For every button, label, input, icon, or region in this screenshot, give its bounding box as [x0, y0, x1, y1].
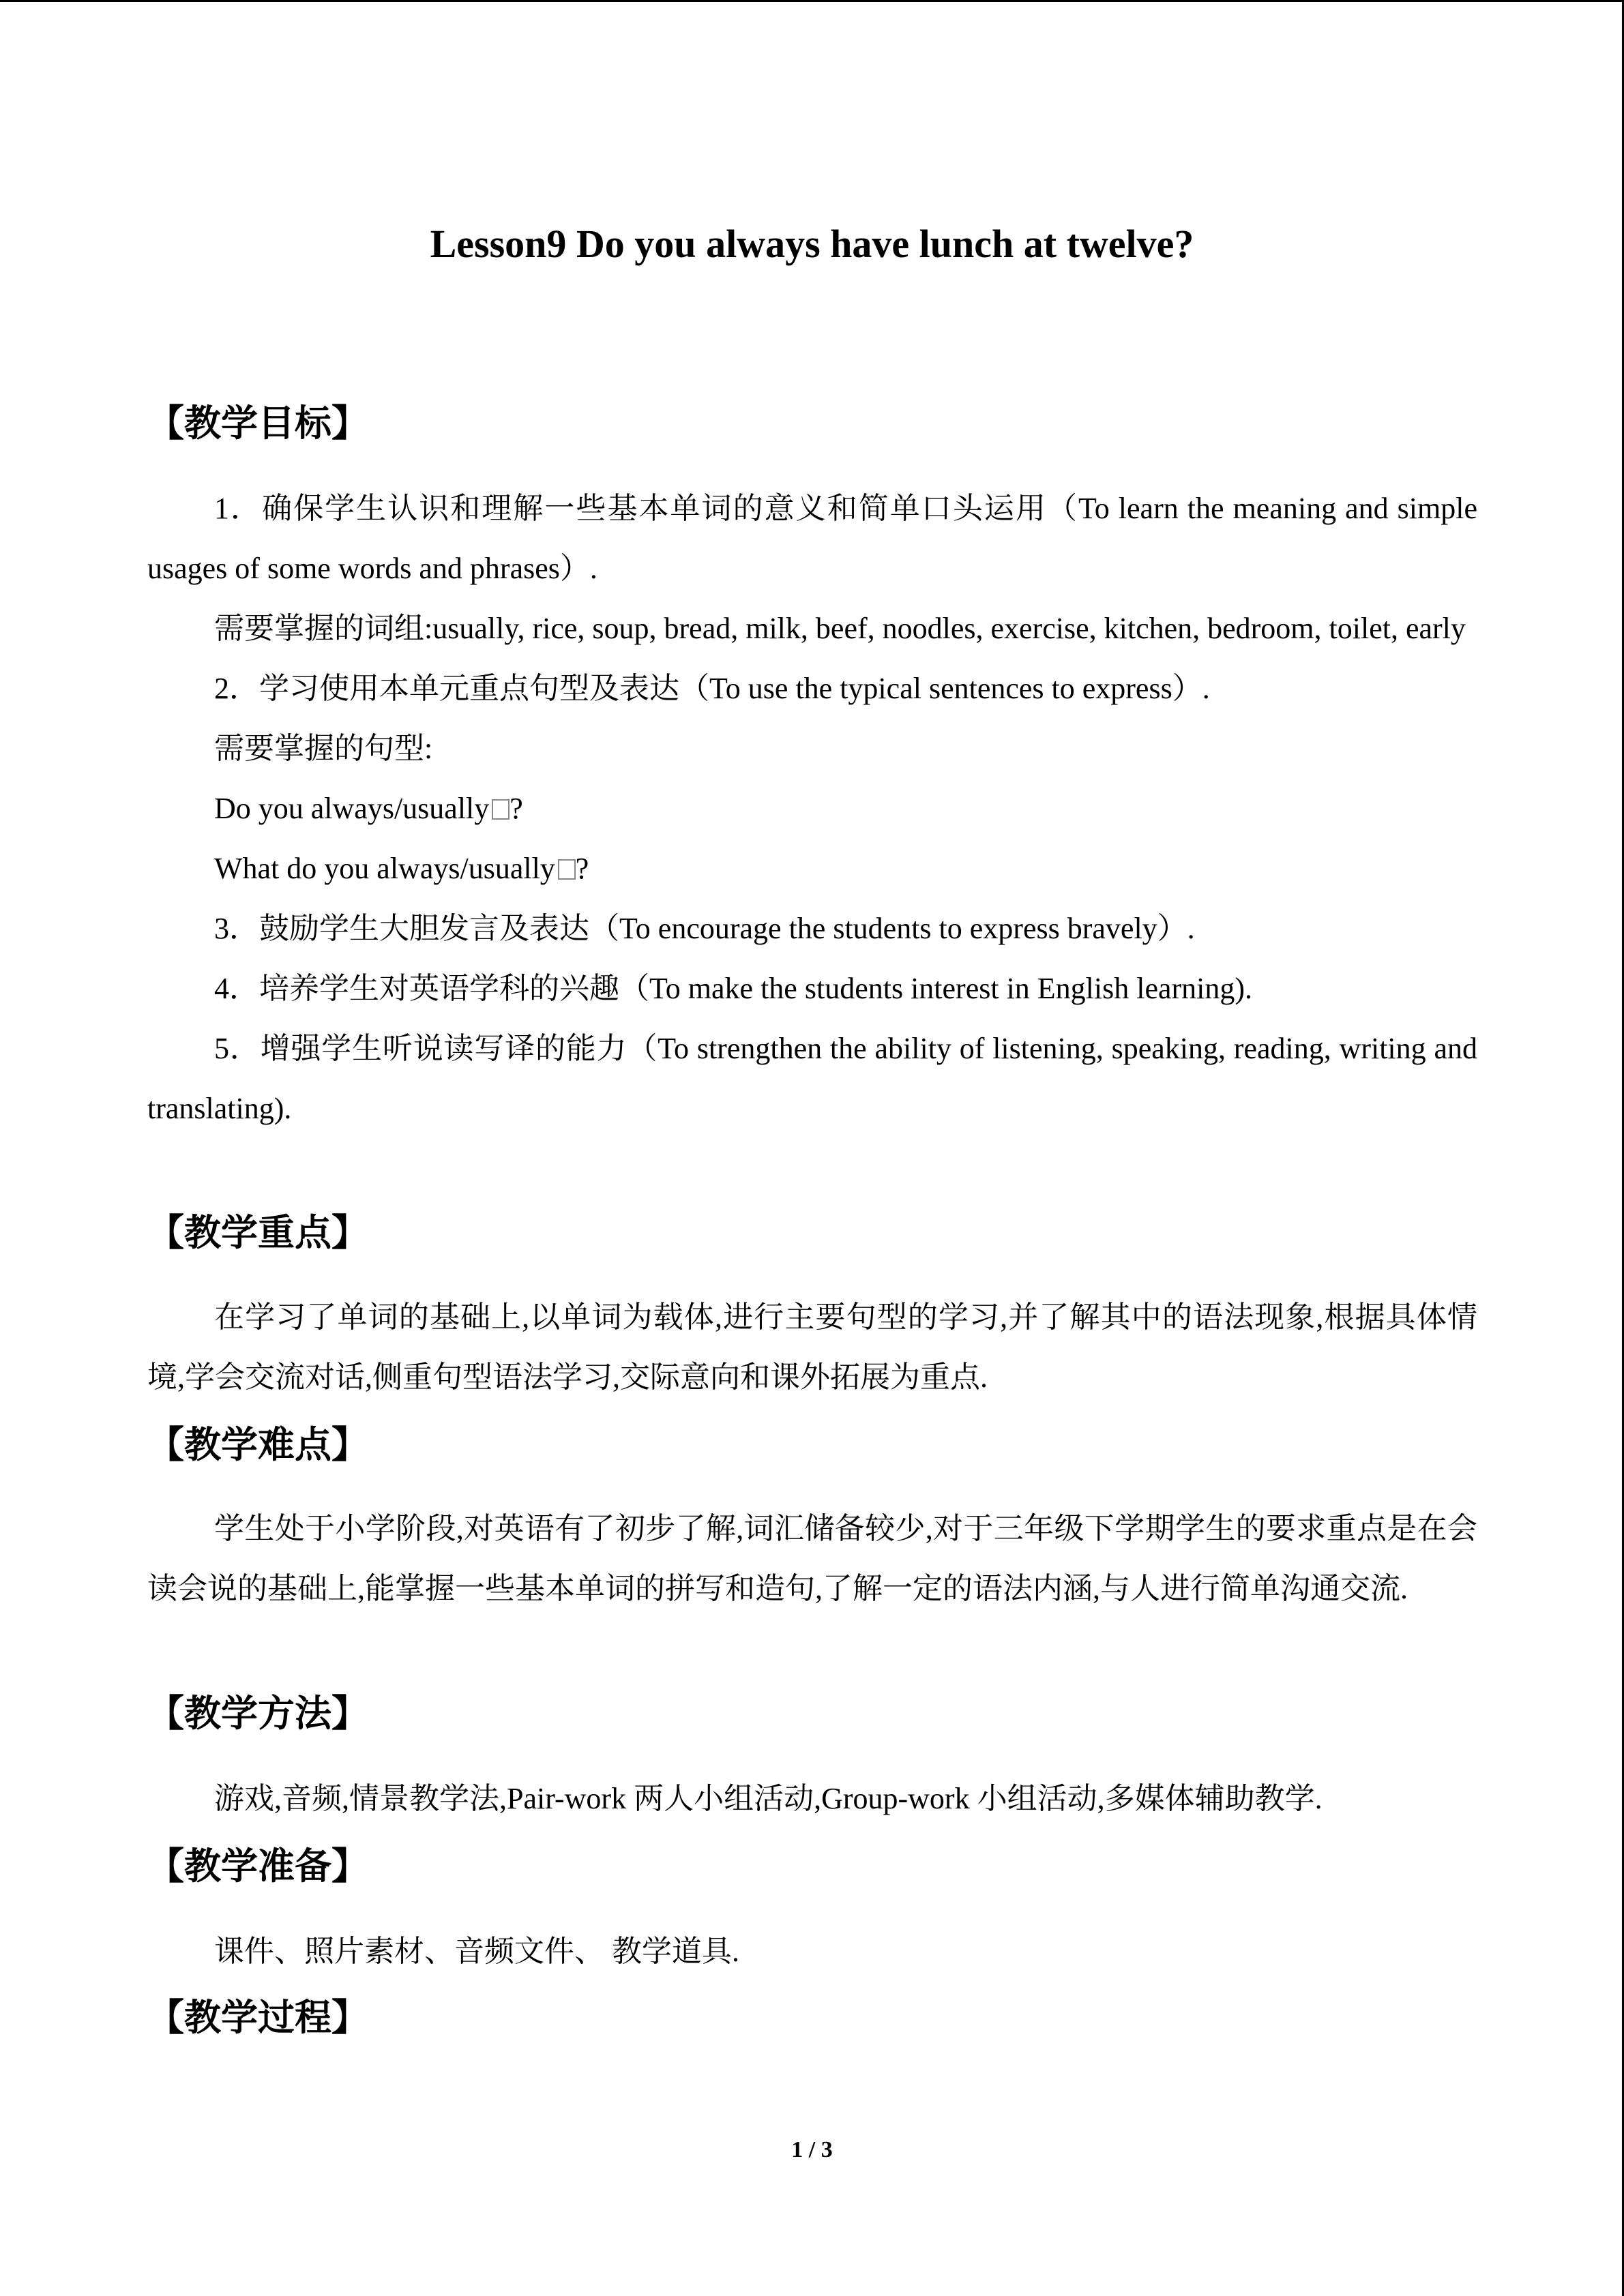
objective-item-3: 3．鼓励学生大胆发言及表达（To encourage the students to express bravely）. [214, 912, 1195, 945]
sentence-pattern-1 [147, 779, 1477, 839]
sentence-pattern-2-text: What do you always/usually [214, 852, 555, 885]
preparation-text: 课件、照片素材、音频文件、 教学道具. [214, 1935, 739, 1968]
section-heading-key-points: 【教学重点】 [147, 1211, 368, 1254]
objective-item-5: 5．增强学生听说读写译的能力（To strengthen the ability of listening, speaking, reading, writing and translating). [147, 1032, 1477, 1125]
objectives-body [147, 479, 1477, 1139]
objective-item-2: 2．学习使用本单元重点句型及表达（To use the typical sentences to express）. [214, 672, 1210, 705]
section-heading-process: 【教学过程】 [147, 1996, 368, 2039]
key-points-body [147, 1287, 1477, 1407]
section-heading-objectives: 【教学目标】 [147, 402, 368, 445]
page-number: 1 / 3 [791, 2137, 833, 2162]
section-heading-preparation: 【教学准备】 [147, 1845, 368, 1888]
objective-item-1-words: 需要掌握的词组:usually, rice, soup, bread, milk, beef, noodles, exercise, kitchen, bedroom, toilet, early [214, 612, 1466, 645]
blank-box-icon [492, 799, 510, 820]
sentence-pattern-1-end: ? [510, 792, 523, 825]
sentence-pattern-2 [147, 839, 1477, 899]
sentence-pattern-1-text: Do you always/usually [214, 792, 490, 825]
objective-item-1: 1．确保学生认识和理解一些基本单词的意义和简单口头运用（To learn the meaning and simple usages of some words and phrases）. [147, 492, 1477, 585]
document-title: Lesson9 Do you always have lunch at twelve? [430, 222, 1194, 266]
key-points-text: 在学习了单词的基础上,以单词为载体,进行主要句型的学习,并了解其中的语法现象,根据具体情境,学会交流对话,侧重句型语法学习,交际意向和课外拓展为重点. [147, 1300, 1477, 1394]
objective-item-4: 4．培养学生对英语学科的兴趣（To make the students interest in English learning). [214, 972, 1253, 1005]
objective-item-2-sub: 需要掌握的句型: [214, 732, 433, 765]
blank-box-icon [558, 859, 576, 880]
methods-text: 游戏,音频,情景教学法,Pair-work 两人小组活动,Group-work 小组活动,多媒体辅助教学. [214, 1782, 1323, 1815]
section-heading-methods: 【教学方法】 [147, 1692, 368, 1735]
section-heading-difficulties: 【教学难点】 [147, 1423, 368, 1466]
preparation-body [147, 1922, 1477, 1982]
sentence-pattern-2-end: ? [575, 852, 589, 885]
difficulties-body [147, 1499, 1477, 1619]
difficulties-text: 学生处于小学阶段,对英语有了初步了解,词汇储备较少,对于三年级下学期学生的要求重点是在会读会说的基础上,能掌握一些基本单词的拼写和造句,了解一定的语法内涵,与人进行简单沟通交流. [147, 1512, 1477, 1605]
methods-body [147, 1769, 1477, 1829]
